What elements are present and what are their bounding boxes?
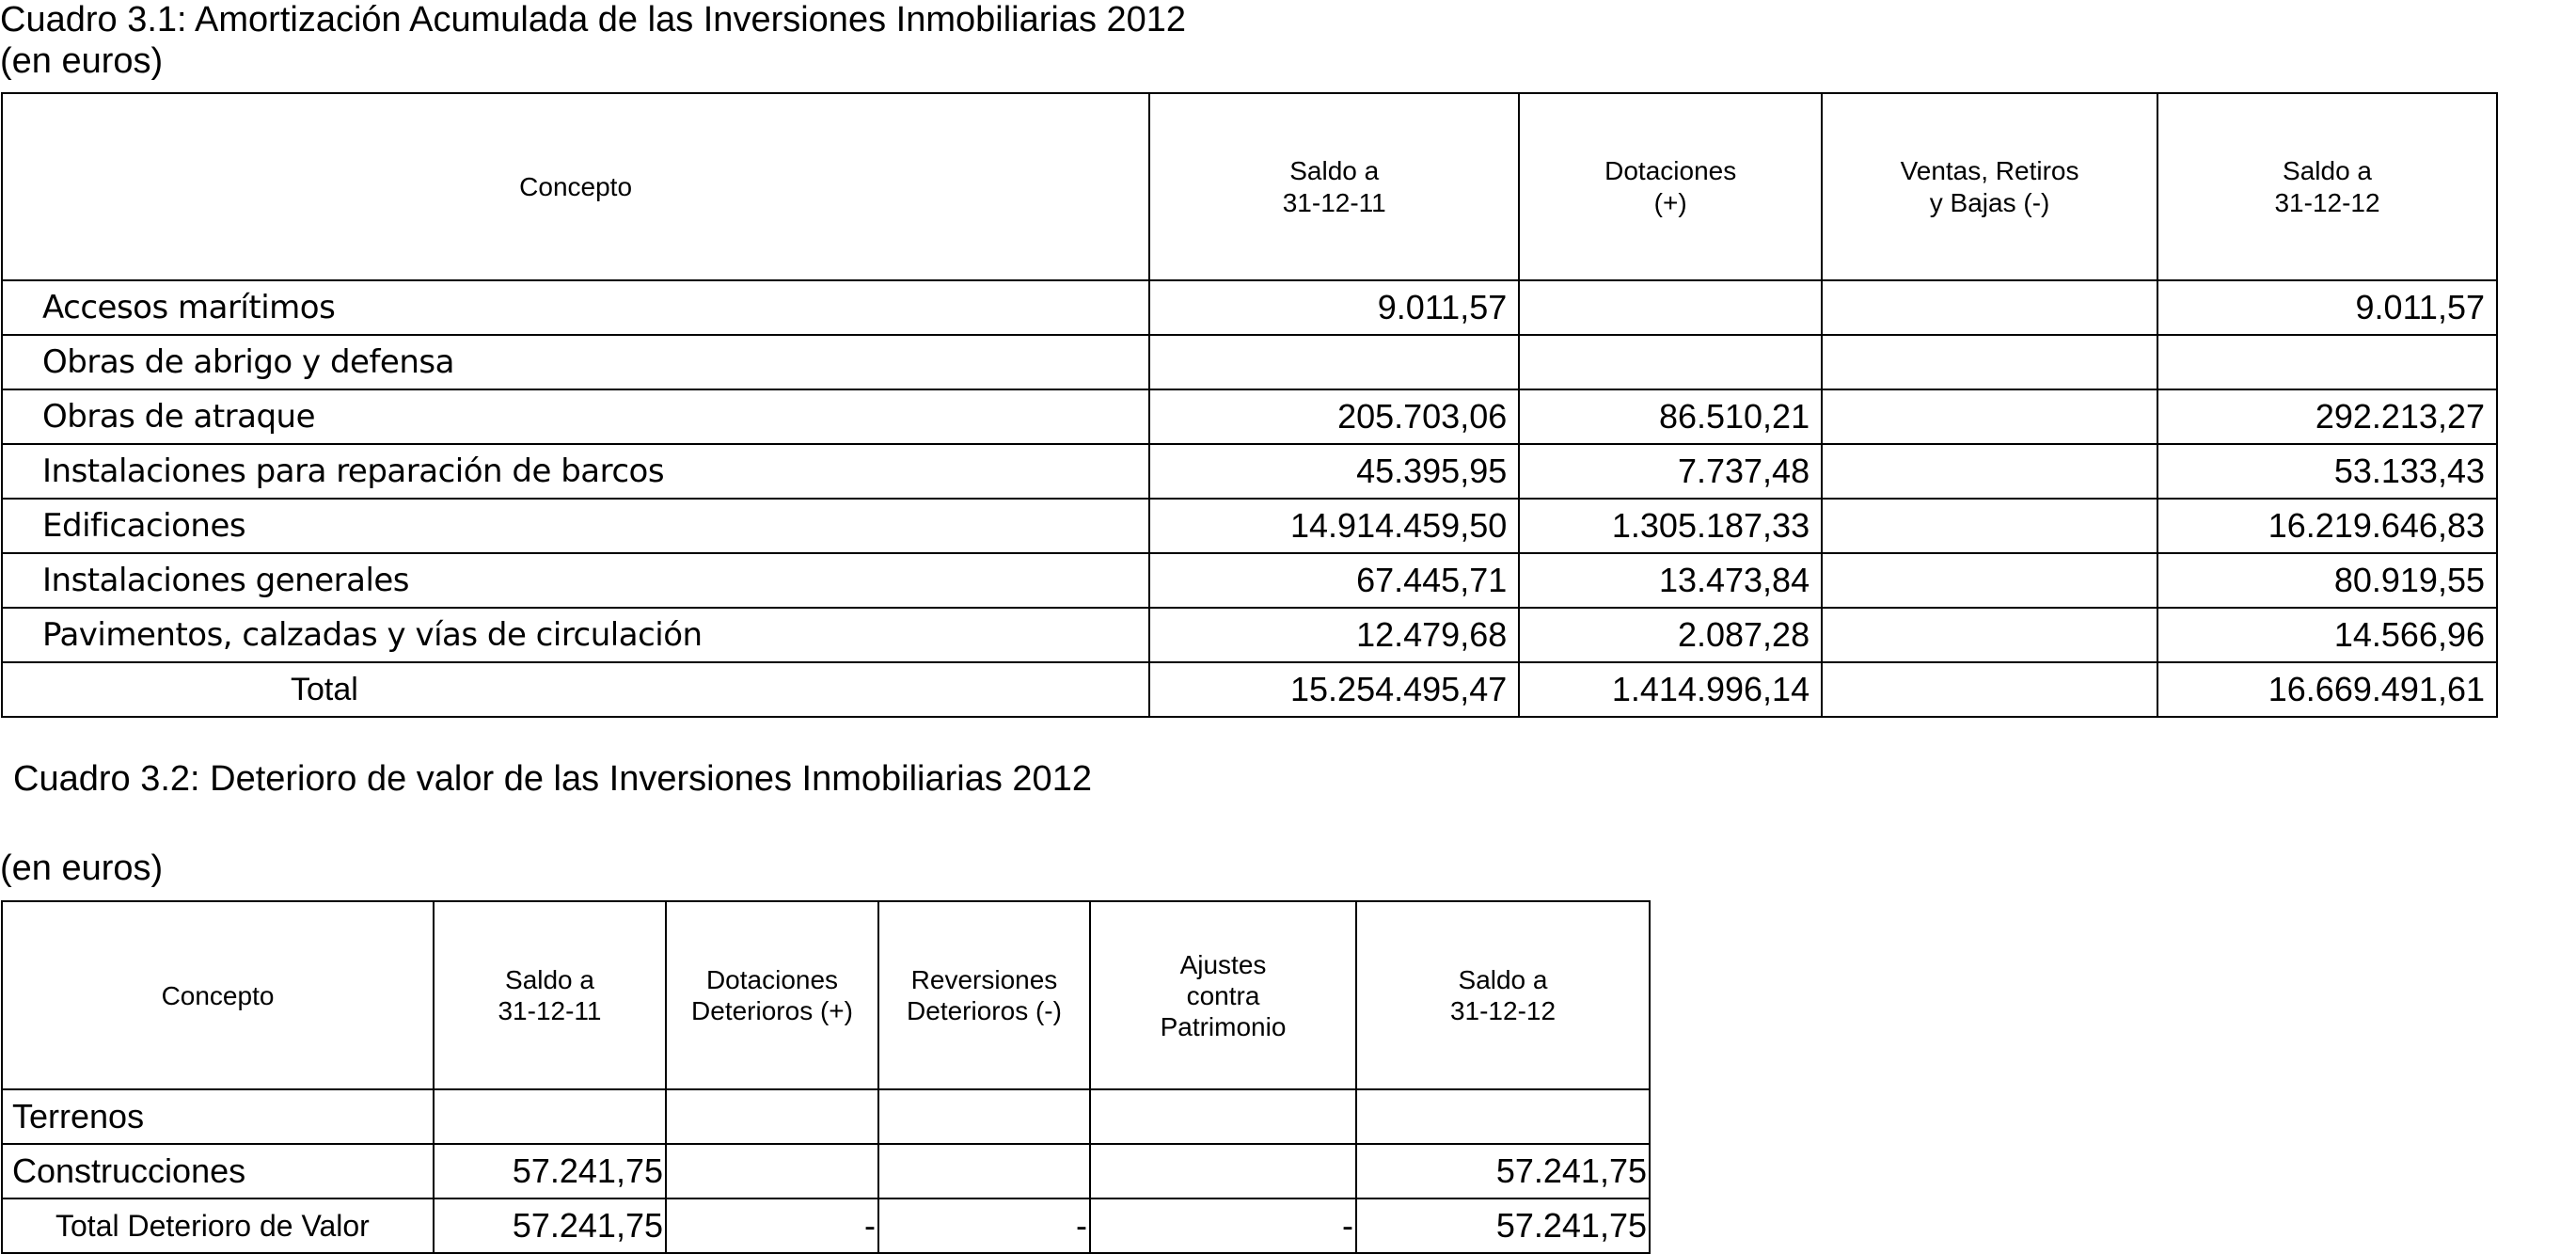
table-cell — [1822, 389, 2157, 444]
table-cell: 53.133,43 — [2157, 444, 2497, 499]
table-cell — [1090, 1089, 1356, 1144]
total-row — [2, 1198, 1650, 1253]
table-cell: 80.919,55 — [2157, 553, 2497, 608]
table-cell — [878, 1144, 1090, 1198]
table-cell — [1090, 1144, 1356, 1198]
header-text: Deterioros (+) — [691, 996, 853, 1025]
table-row — [2, 1144, 1650, 1198]
column-header — [2, 901, 434, 1089]
table-row — [2, 1089, 1650, 1144]
column-header — [878, 901, 1090, 1089]
table-cell — [1822, 280, 2157, 335]
table-cell: 14.914.459,50 — [1149, 499, 1519, 553]
header-text: 31-12-11 — [1282, 187, 1386, 217]
table-cell — [1822, 444, 2157, 499]
row-label: Obras de atraque — [2, 389, 1149, 444]
table-cell — [1519, 335, 1822, 389]
header-text: Ventas, Retiros — [1900, 155, 2079, 185]
row-label: Pavimentos, calzadas y vías de circulación — [2, 608, 1149, 662]
table-cell — [1149, 335, 1519, 389]
header-text: Concepto — [161, 980, 275, 1010]
header-text: Saldo a — [505, 965, 594, 994]
header-text: (+) — [1653, 187, 1687, 217]
total-cell: 57.241,75 — [434, 1198, 666, 1253]
header-text: Dotaciones — [1604, 155, 1737, 185]
header-text: Saldo a — [1289, 155, 1380, 185]
total-cell: 57.241,75 — [1356, 1198, 1650, 1253]
header-row — [2, 901, 1650, 1089]
total-row — [2, 662, 2497, 717]
table-cell: 12.479,68 — [1149, 608, 1519, 662]
table-cell — [878, 1089, 1090, 1144]
header-text: Concepto — [519, 171, 633, 201]
total-cell: 16.669.491,61 — [2157, 662, 2497, 717]
header-text: Saldo a — [1458, 965, 1548, 994]
column-header — [666, 901, 878, 1089]
table-cell — [2157, 335, 2497, 389]
impairment-table — [1, 900, 1651, 1254]
table-cell: 45.395,95 — [1149, 444, 1519, 499]
column-header — [1356, 901, 1650, 1089]
table-row — [2, 280, 2497, 335]
column-header — [1822, 93, 2157, 280]
table-row — [2, 553, 2497, 608]
table-row — [2, 335, 2497, 389]
column-header — [1090, 901, 1356, 1089]
column-header — [434, 901, 666, 1089]
table-row — [2, 499, 2497, 553]
table-cell — [1356, 1089, 1650, 1144]
column-header — [1519, 93, 1822, 280]
header-text: Reversiones — [910, 965, 1058, 994]
header-text: y Bajas (-) — [1929, 187, 2050, 217]
table-cell: 292.213,27 — [2157, 389, 2497, 444]
amortization-table — [1, 92, 2498, 718]
column-header — [2, 93, 1149, 280]
table-cell: 57.241,75 — [434, 1144, 666, 1198]
table-cell: 9.011,57 — [1149, 280, 1519, 335]
table-cell: 9.011,57 — [2157, 280, 2497, 335]
row-label: Construcciones — [2, 1144, 434, 1198]
table-cell: 205.703,06 — [1149, 389, 1519, 444]
table-row — [2, 444, 2497, 499]
total-cell: 15.254.495,47 — [1149, 662, 1519, 717]
row-label: Terrenos — [2, 1089, 434, 1144]
header-row — [2, 93, 2497, 280]
header-text: Ajustes — [1179, 949, 1267, 979]
total-label: Total Deterioro de Valor — [2, 1198, 434, 1253]
total-cell: - — [666, 1198, 878, 1253]
table-cell: 67.445,71 — [1149, 553, 1519, 608]
column-header — [2157, 93, 2497, 280]
table1-title: Cuadro 3.1: Amortización Acumulada de las Inversiones Inmobiliarias 2012 — [0, 0, 1187, 40]
header-text: Deterioros (-) — [907, 996, 1062, 1025]
header-text: Saldo a — [2283, 155, 2372, 185]
total-cell: - — [1090, 1198, 1356, 1253]
table-cell — [434, 1089, 666, 1144]
row-label: Obras de abrigo y defensa — [2, 335, 1149, 389]
table-cell: 13.473,84 — [1519, 553, 1822, 608]
table2-title: Cuadro 3.2: Deterioro de valor de las Inversiones Inmobiliarias 2012 — [13, 759, 1092, 799]
table-cell: 86.510,21 — [1519, 389, 1822, 444]
table-row — [2, 389, 2497, 444]
table-cell — [1822, 499, 2157, 553]
total-cell: 1.414.996,14 — [1519, 662, 1822, 717]
header-text: Dotaciones — [705, 965, 839, 994]
header-text: 31-12-11 — [498, 996, 602, 1025]
header-text: contra — [1186, 980, 1260, 1010]
table1-subtitle: (en euros) — [0, 41, 164, 81]
table-cell: 14.566,96 — [2157, 608, 2497, 662]
column-header — [1149, 93, 1519, 280]
header-text: Patrimonio — [1160, 1011, 1287, 1041]
table-cell — [1822, 608, 2157, 662]
total-cell: - — [878, 1198, 1090, 1253]
table-row — [2, 608, 2497, 662]
table-cell: 16.219.646,83 — [2157, 499, 2497, 553]
row-label: Instalaciones generales — [2, 553, 1149, 608]
total-cell — [1822, 662, 2157, 717]
table-cell: 57.241,75 — [1356, 1144, 1650, 1198]
table-cell — [1822, 335, 2157, 389]
row-label: Accesos marítimos — [2, 280, 1149, 335]
table-cell — [1822, 553, 2157, 608]
table-cell: 1.305.187,33 — [1519, 499, 1822, 553]
table2-subtitle: (en euros) — [0, 849, 164, 888]
table-cell — [666, 1144, 878, 1198]
table-cell — [1519, 280, 1822, 335]
table-cell — [666, 1089, 878, 1144]
row-label: Edificaciones — [2, 499, 1149, 553]
table-cell: 2.087,28 — [1519, 608, 1822, 662]
header-text: 31-12-12 — [2274, 187, 2380, 217]
header-text: 31-12-12 — [1449, 996, 1557, 1025]
total-label: Total — [2, 662, 1149, 717]
table-cell: 7.737,48 — [1519, 444, 1822, 499]
row-label: Instalaciones para reparación de barcos — [2, 444, 1149, 499]
